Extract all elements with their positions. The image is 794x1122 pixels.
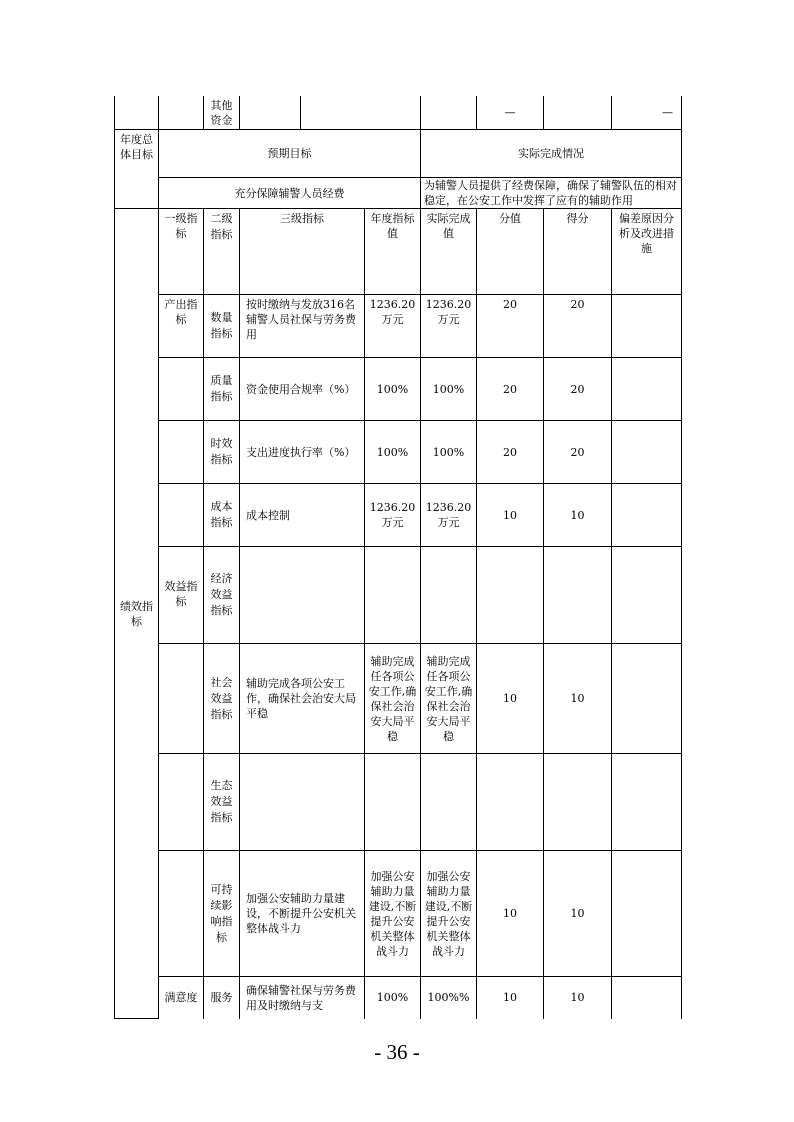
deviation-cell xyxy=(612,754,682,851)
level2-cell: 经济效益指标 xyxy=(204,547,240,644)
score-value-cell: 20 xyxy=(477,295,544,358)
actual-cell: 100% xyxy=(421,358,477,421)
target-cell: 1236.20万元 xyxy=(365,295,421,358)
score-value-cell: 10 xyxy=(477,644,544,754)
level3-cell xyxy=(240,754,365,851)
header-score-got: 得分 xyxy=(544,209,612,295)
group-benefit: 效益指标 xyxy=(159,547,204,644)
page-number: - 36 - xyxy=(374,1040,420,1064)
actual-text: 为辅警人员提供了经费保障，确保了辅警队伍的相对稳定，在公安工作中发挥了应有的辅助作用 xyxy=(421,178,682,209)
table-row xyxy=(115,754,682,851)
funds-row xyxy=(115,96,682,130)
group-empty xyxy=(159,644,204,754)
score-got-cell: 20 xyxy=(544,358,612,421)
header-level2: 二级指标 xyxy=(204,209,240,295)
table-row xyxy=(115,295,682,358)
score-value-cell: 10 xyxy=(477,484,544,547)
annual-goal-label: 年度总体目标 xyxy=(115,130,159,209)
expected-header: 预期目标 xyxy=(159,130,421,178)
table-row xyxy=(115,421,682,484)
level3-cell: 加强公安辅助力量建设，不断提升公安机关整体战斗力 xyxy=(240,851,365,977)
level2-cell: 社会效益指标 xyxy=(204,644,240,754)
score-value-cell: 20 xyxy=(477,421,544,484)
expected-text: 充分保障辅警人员经费 xyxy=(159,178,421,209)
target-cell xyxy=(365,547,421,644)
score-value-cell xyxy=(477,547,544,644)
score-got-cell xyxy=(544,547,612,644)
score-got-cell xyxy=(544,754,612,851)
table-row xyxy=(115,358,682,421)
deviation-cell xyxy=(612,547,682,644)
target-cell: 辅助完成任各项公安工作,确保社会治安大局平稳 xyxy=(365,644,421,754)
header-deviation: 偏差原因分析及改进措施 xyxy=(612,209,682,295)
actual-cell: 1236.20万元 xyxy=(421,295,477,358)
header-level1: 一级指标 xyxy=(159,209,204,295)
score-got-cell: 20 xyxy=(544,295,612,358)
indicator-header-row xyxy=(115,209,682,295)
target-cell: 1236.20万元 xyxy=(365,484,421,547)
level2-cell: 成本指标 xyxy=(204,484,240,547)
actual-cell: 加强公安辅助力量建设,不断提升公安机关整体战斗力 xyxy=(421,851,477,977)
actual-cell: 辅助完成任各项公安工作,确保社会治安大局平稳 xyxy=(421,644,477,754)
header-level3: 三级指标 xyxy=(240,209,365,295)
score-value-cell: 10 xyxy=(477,977,544,1019)
actual-cell xyxy=(421,547,477,644)
level3-cell: 确保辅警社保与劳务费用及时缴纳与支 xyxy=(240,977,365,1019)
funds-subcell xyxy=(301,96,421,129)
level3-cell xyxy=(240,547,365,644)
funds-cell-empty xyxy=(115,96,159,130)
annual-goal-header-row xyxy=(115,130,682,178)
score-got-cell: 10 xyxy=(544,977,612,1019)
score-got-cell: 20 xyxy=(544,421,612,484)
table-row xyxy=(115,547,682,644)
target-cell: 100% xyxy=(365,358,421,421)
funds-dash-b: — xyxy=(612,96,682,130)
target-cell: 加强公安辅助力量建设,不断提升公安机关整体战斗力 xyxy=(365,851,421,977)
score-got-cell: 10 xyxy=(544,851,612,977)
level2-cell: 可持续影响指标 xyxy=(204,851,240,977)
target-cell xyxy=(365,754,421,851)
funds-subcell xyxy=(240,96,301,129)
performance-table xyxy=(114,96,682,1019)
funds-cell-empty xyxy=(544,96,612,130)
target-cell: 100% xyxy=(365,977,421,1019)
actual-header: 实际完成情况 xyxy=(421,130,682,178)
table-row xyxy=(115,851,682,977)
actual-cell: 100% xyxy=(421,421,477,484)
group-empty xyxy=(159,358,204,421)
score-value-cell: 10 xyxy=(477,851,544,977)
deviation-cell xyxy=(612,484,682,547)
level2-cell: 生态效益指标 xyxy=(204,754,240,851)
deviation-cell xyxy=(612,977,682,1019)
annual-goal-text-row xyxy=(115,178,682,209)
deviation-cell xyxy=(612,295,682,358)
score-value-cell xyxy=(477,754,544,851)
funds-cell-empty xyxy=(159,96,204,130)
level3-cell: 资金使用合规率（%） xyxy=(240,358,365,421)
level2-cell: 时效指标 xyxy=(204,421,240,484)
header-actual: 实际完成值 xyxy=(421,209,477,295)
group-empty xyxy=(159,754,204,851)
group-empty xyxy=(159,851,204,977)
score-got-cell: 10 xyxy=(544,484,612,547)
level3-cell: 辅助完成各项公安工作，确保社会治安大局平稳 xyxy=(240,644,365,754)
funds-budget-cells xyxy=(240,96,421,130)
header-score-value: 分值 xyxy=(477,209,544,295)
actual-cell xyxy=(421,754,477,851)
level2-cell: 质量指标 xyxy=(204,358,240,421)
deviation-cell xyxy=(612,421,682,484)
table-row xyxy=(115,644,682,754)
actual-cell: 1236.20万元 xyxy=(421,484,477,547)
group-empty xyxy=(159,421,204,484)
table-row xyxy=(115,484,682,547)
table-row xyxy=(115,977,682,1019)
header-target: 年度指标值 xyxy=(365,209,421,295)
funds-label: 其他资金 xyxy=(204,96,240,130)
deviation-cell xyxy=(612,851,682,977)
group-empty xyxy=(159,484,204,547)
target-cell: 100% xyxy=(365,421,421,484)
level2-cell: 服务 xyxy=(204,977,240,1019)
deviation-cell xyxy=(612,644,682,754)
deviation-cell xyxy=(612,358,682,421)
performance-indicators-label: 绩效指标 xyxy=(115,209,159,1019)
funds-dash-a: — xyxy=(477,96,544,130)
score-got-cell: 10 xyxy=(544,644,612,754)
score-value-cell: 20 xyxy=(477,358,544,421)
funds-cell-empty xyxy=(421,96,477,130)
group-output: 产出指标 xyxy=(159,295,204,358)
level3-cell: 支出进度执行率（%） xyxy=(240,421,365,484)
level3-cell: 成本控制 xyxy=(240,484,365,547)
group-satisfaction: 满意度 xyxy=(159,977,204,1019)
level3-cell: 按时缴纳与发放316名辅警人员社保与劳务费用 xyxy=(240,295,365,358)
level2-cell: 数量指标 xyxy=(204,295,240,358)
actual-cell: 100%% xyxy=(421,977,477,1019)
